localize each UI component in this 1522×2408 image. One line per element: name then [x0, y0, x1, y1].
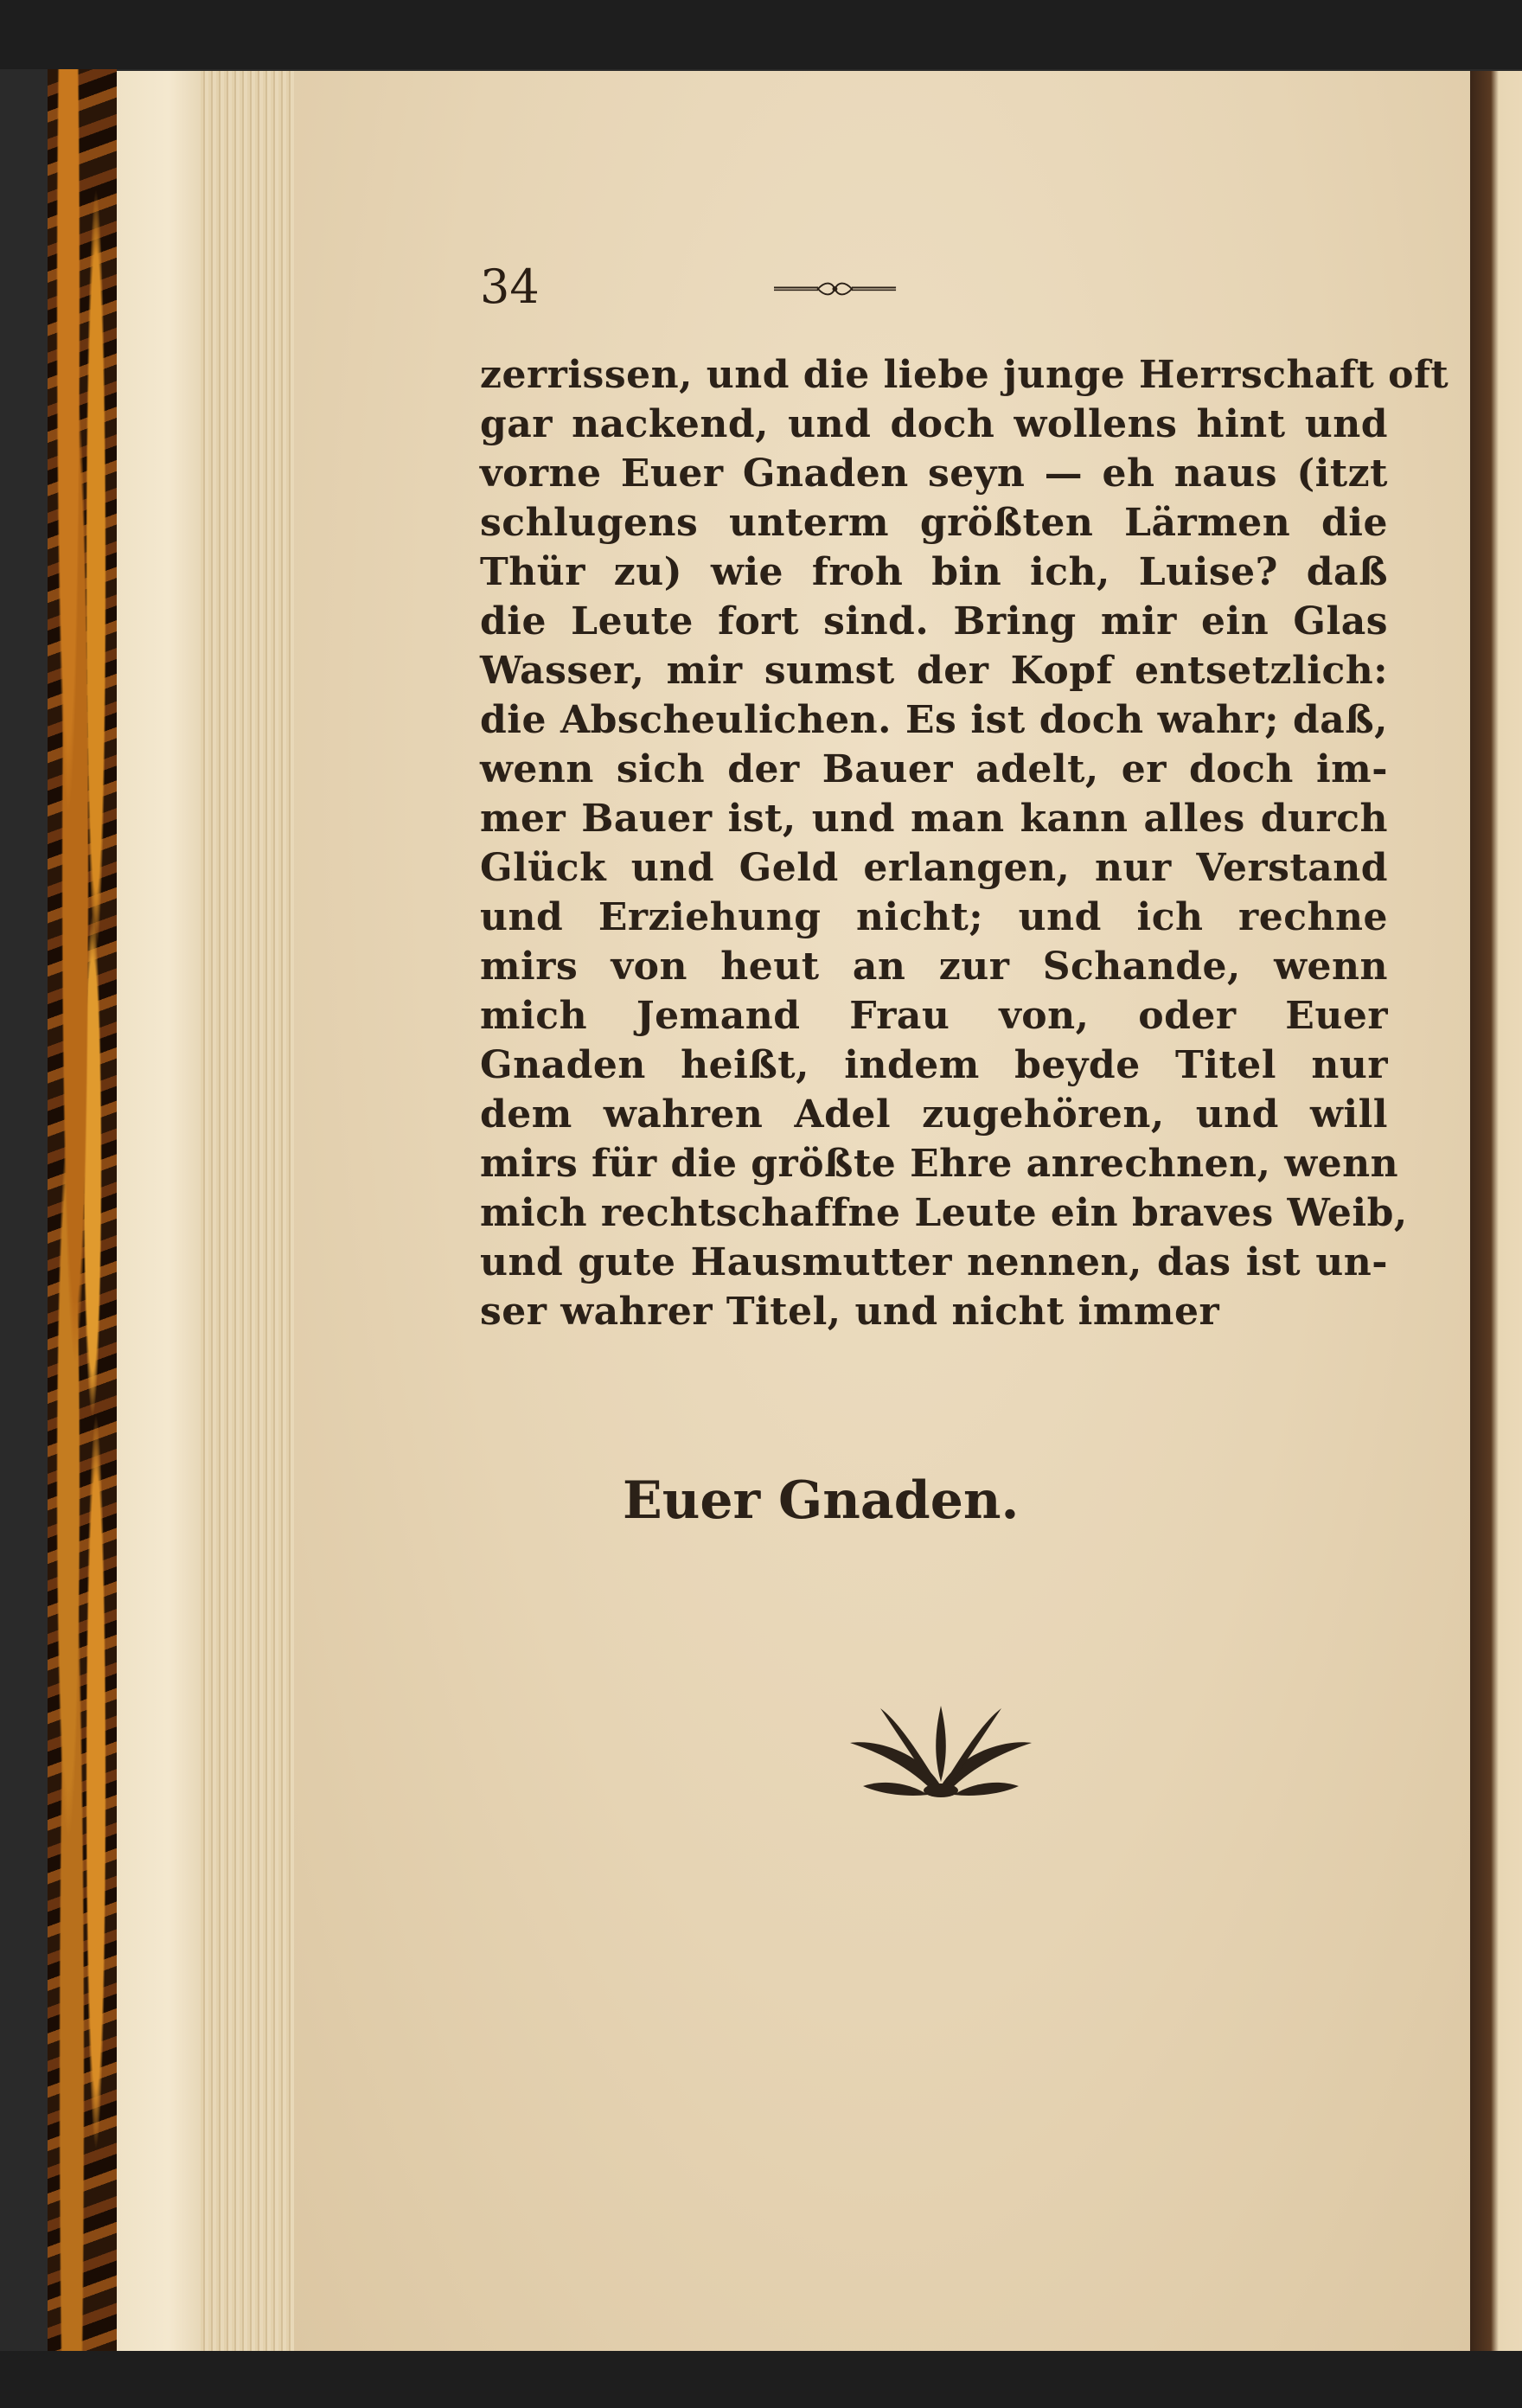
text-line: ser wahrer Titel, und nicht immer — [480, 1290, 1220, 1334]
text-line: Gnaden heißt, indem beyde Titel nur — [480, 1043, 1388, 1087]
text-line: und gute Hausmutter nennen, das ist un- — [480, 1240, 1388, 1284]
text-line: mirs für die größte Ehre anrechnen, wenn — [480, 1142, 1399, 1186]
text-line: mirs von heut an zur Schande, wenn — [480, 945, 1388, 989]
marbled-cover — [48, 69, 117, 2353]
page-stack-edges — [201, 71, 296, 2351]
text-line: schlugens unterm größten Lärmen die — [480, 501, 1388, 545]
text-line: vorne Euer Gnaden seyn — eh naus (itzt — [480, 452, 1388, 496]
text-line: zerrissen, und die liebe junge Herrschaft oft — [480, 353, 1449, 397]
page-edge — [117, 71, 203, 2351]
page-number: 34 — [480, 259, 540, 314]
header-ornament-icon — [774, 270, 1085, 308]
text-line: mich rechtschaffne Leute ein braves Weib, — [480, 1191, 1408, 1235]
text-line: Wasser, mir sumst der Kopf entsetzlich: — [480, 649, 1388, 693]
body-text — [480, 350, 1449, 1336]
text-line: dem wahren Adel zugehören, und will — [480, 1092, 1388, 1137]
text-line: wenn sich der Bauer adelt, er doch im- — [480, 747, 1388, 791]
scan-background-top — [0, 0, 1522, 69]
text-line: Thür zu) wie froh bin ich, Luise? daß — [480, 550, 1388, 594]
text-line: die Abscheulichen. Es ist doch wahr; daß, — [480, 698, 1388, 742]
closing-signature: Euer Gnaden. — [623, 1470, 1020, 1531]
scan-background-bottom — [0, 2351, 1522, 2408]
text-line: Glück und Geld erlangen, nur Verstand — [480, 846, 1388, 890]
text-line: gar nackend, und doch wollens hint und — [480, 402, 1388, 446]
text-line: die Leute fort sind. Bring mir ein Glas — [480, 599, 1388, 644]
text-line: und Erziehung nicht; und ich rechne — [480, 895, 1388, 939]
text-line: mich Jemand Frau von, oder Euer — [480, 994, 1388, 1038]
text-line: mer Bauer ist, und man kann alles durch — [480, 797, 1388, 841]
floral-vignette-icon — [846, 1704, 1036, 1799]
facing-page-edge — [1470, 71, 1522, 2351]
